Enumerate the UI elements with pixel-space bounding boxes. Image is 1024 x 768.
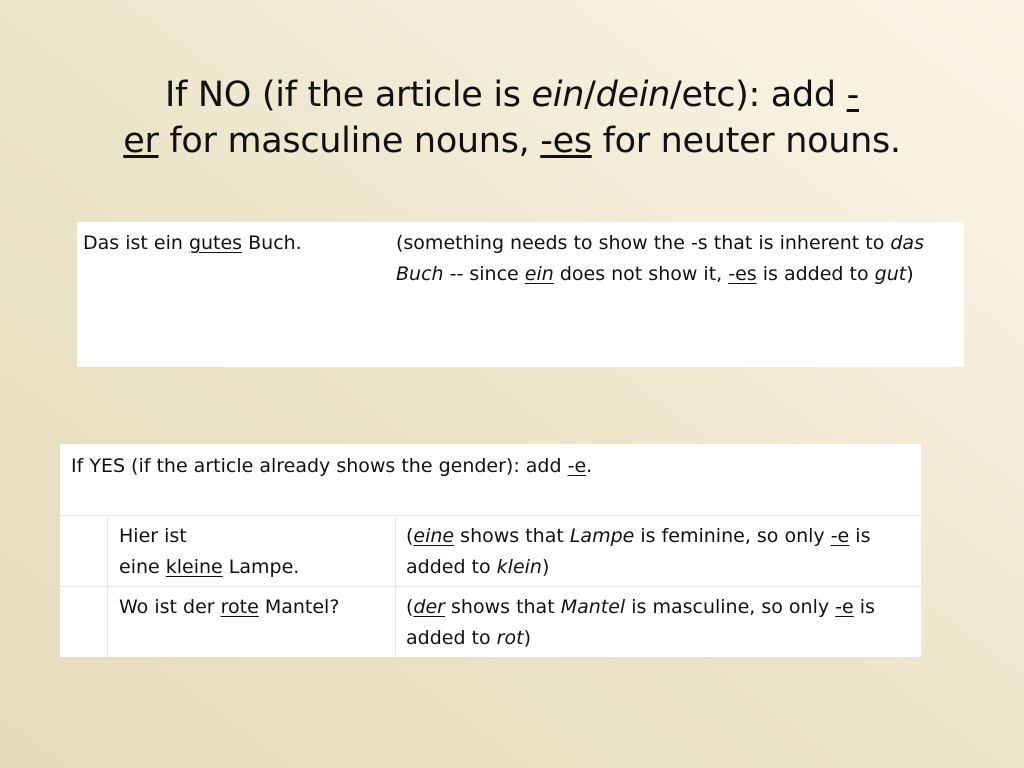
- example-explanation: (der shows that Mantel is masculine, so only -e is added to rot): [406, 596, 875, 649]
- title-dein: dein: [595, 75, 671, 115]
- title-er-ending-dash: -: [846, 75, 859, 115]
- ending-e: -e: [567, 455, 587, 477]
- example-no-explanation: (something needs to show the -s that is inherent to das Buch -- since ein does not show it, -es is added to gut): [396, 232, 924, 285]
- title-text: for neuter nouns.: [591, 121, 901, 161]
- example-explanation: (eine shows that Lampe is feminine, so only -e is added to klein): [406, 525, 871, 578]
- example-no-table: [77, 222, 964, 367]
- table-row: [60, 586, 921, 658]
- column-divider: [107, 587, 108, 658]
- title-line-1: [0, 72, 1024, 118]
- title-text: /etc): add: [670, 75, 847, 115]
- title-er-ending: er: [123, 121, 159, 161]
- adjective-gutes: gutes: [188, 232, 243, 254]
- example-sentence: Hier ist eine kleine Lampe.: [119, 525, 300, 578]
- example-yes-table: [60, 444, 921, 657]
- title-slash: /: [584, 75, 596, 115]
- title-line-2: [0, 118, 1024, 164]
- example-sentence: Wo ist der rote Mantel?: [119, 596, 340, 618]
- title-text: If NO (if the article is: [165, 75, 532, 115]
- yes-table-header: If YES (if the article already shows the gender): add -e.: [71, 455, 593, 477]
- adjective-kleine: kleine: [165, 556, 223, 578]
- column-divider: [107, 516, 108, 587]
- example-no-sentence: Das ist ein gutes Buch.: [83, 232, 302, 254]
- title-es-ending: -es: [540, 121, 592, 161]
- yes-table-header-row: [60, 444, 921, 515]
- title-ein: ein: [531, 75, 585, 115]
- adjective-rote: rote: [220, 596, 259, 618]
- slide-title: [0, 72, 1024, 164]
- table-row: [60, 515, 921, 587]
- title-text: for masculine nouns,: [158, 121, 541, 161]
